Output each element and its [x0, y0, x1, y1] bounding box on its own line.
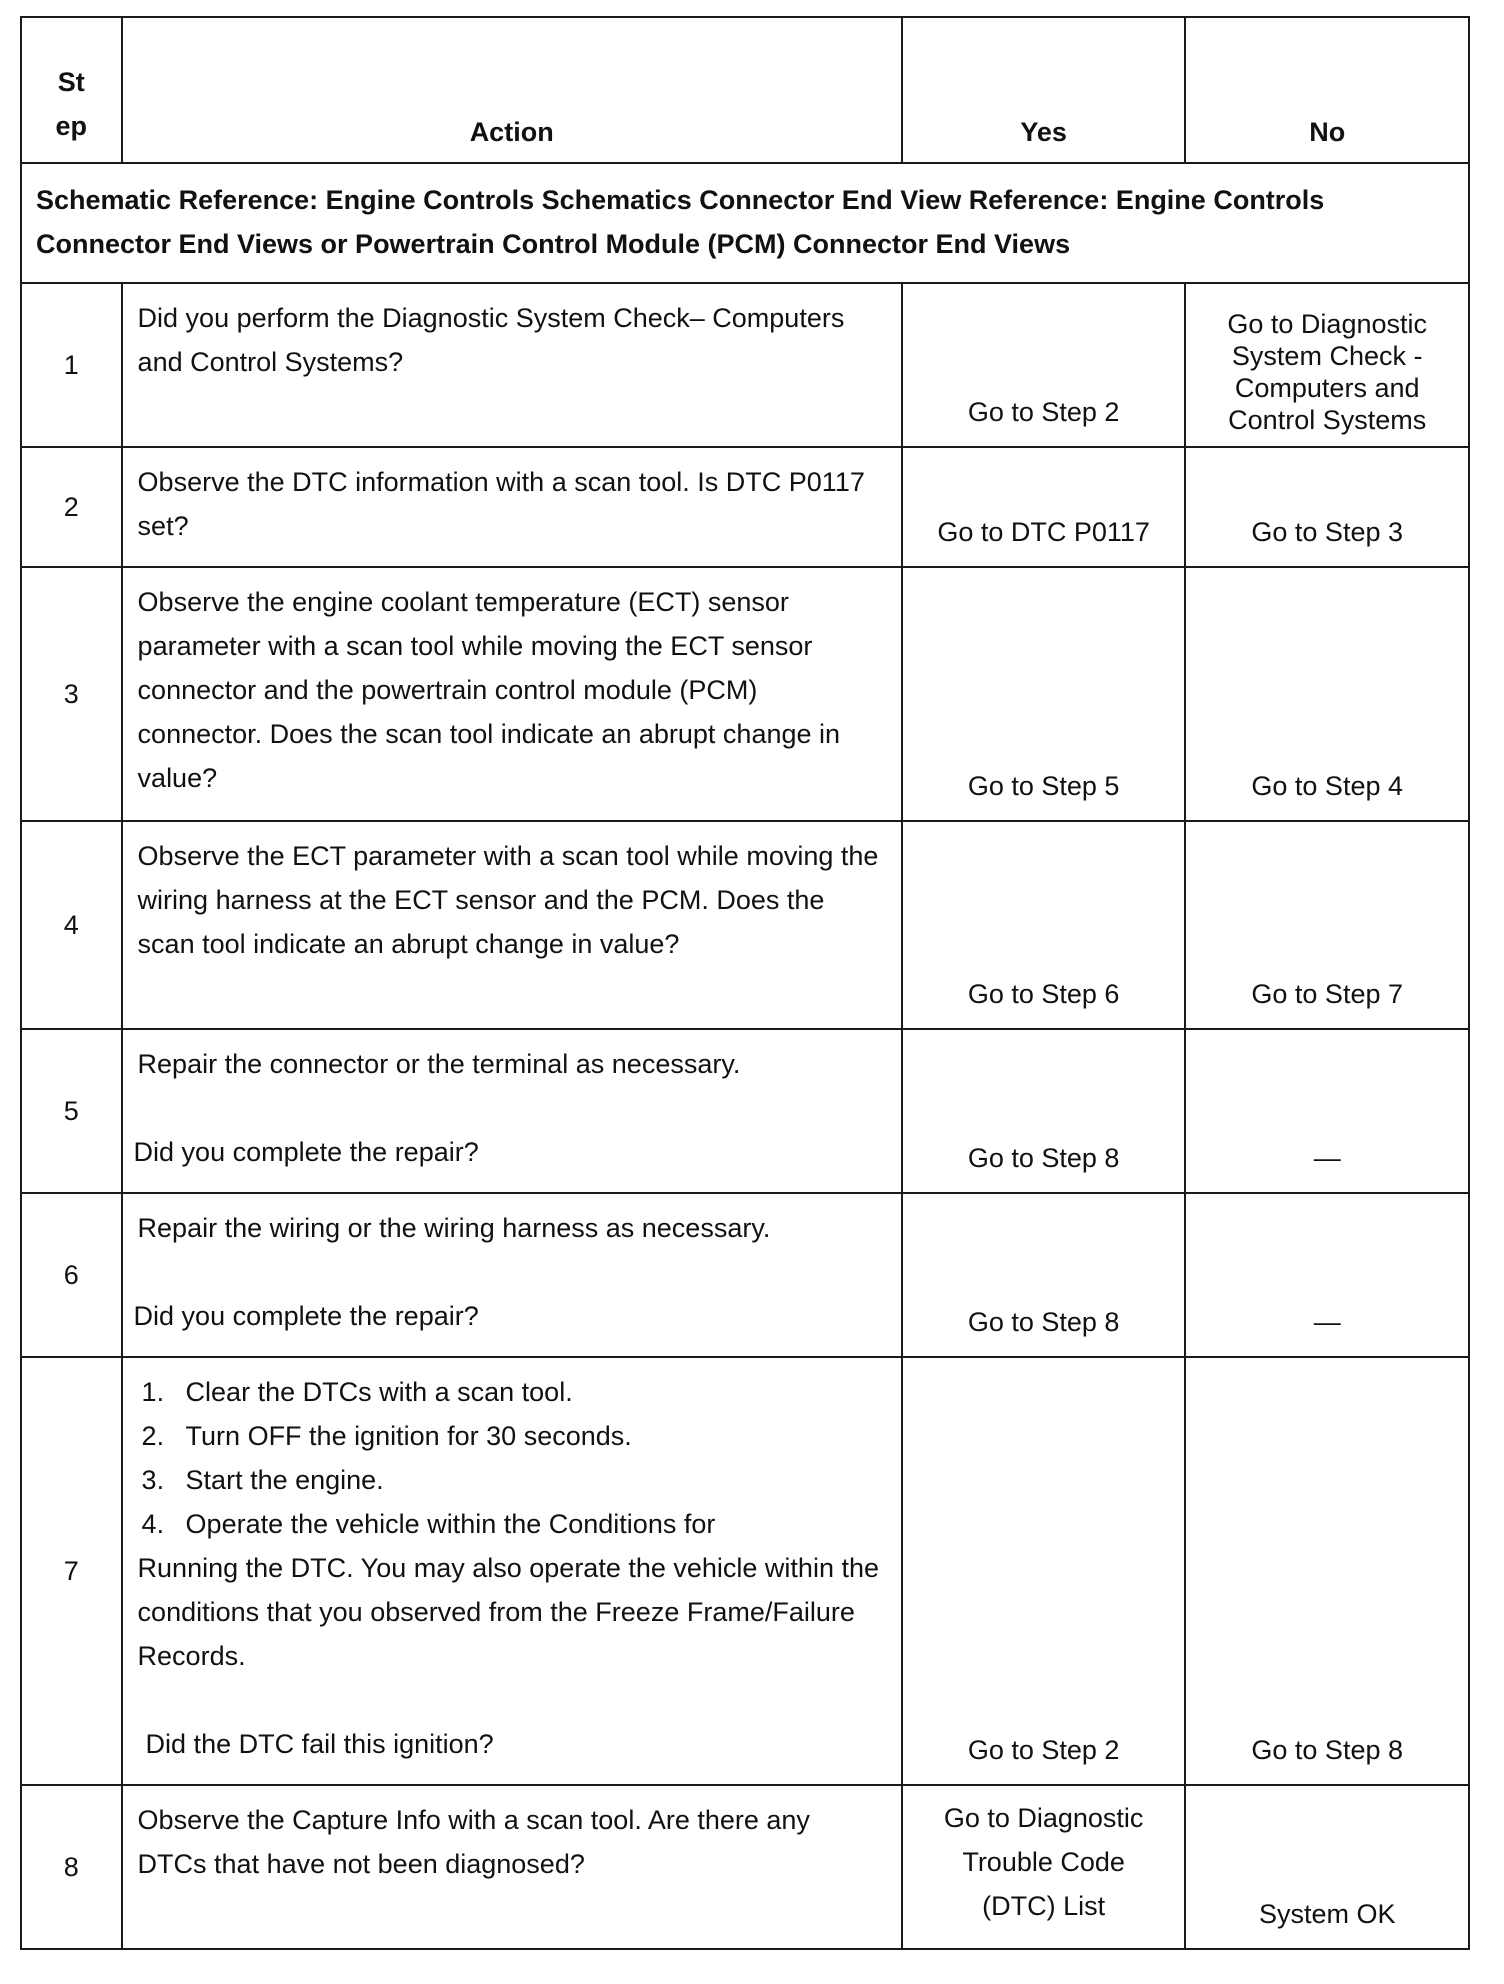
- no-result: System OK: [1185, 1785, 1469, 1949]
- list-item-number: 2.: [141, 1421, 165, 1451]
- list-item: [138, 1458, 885, 1502]
- action-text: Observe the engine coolant temperature (ECT) sensor parameter with a scan tool while moving the ECT sensor connector and the powertrain control module (PCM) connector. Does the scan tool indicate an abrupt change in value?: [122, 567, 902, 821]
- no-result-line: Computers and: [1234, 373, 1420, 403]
- no-result: [1185, 283, 1469, 447]
- no-result-line: Control Systems: [1228, 405, 1427, 435]
- header-row: [21, 17, 1469, 163]
- yes-result: Go to Step 2: [902, 1357, 1186, 1785]
- yes-result: Go to DTC P0117: [902, 447, 1186, 567]
- header-yes: Yes: [902, 17, 1186, 163]
- table-row: [21, 1193, 1469, 1357]
- action-question: Did the DTC fail this ignition?: [145, 1729, 494, 1759]
- action-cell: [122, 1193, 902, 1357]
- action-cell: [122, 1357, 902, 1785]
- header-action: Action: [122, 17, 902, 163]
- yes-result: [902, 1785, 1186, 1949]
- table-row: [21, 1029, 1469, 1193]
- list-item: [138, 1502, 885, 1546]
- schematic-row: [21, 163, 1469, 283]
- table-row: [21, 447, 1469, 567]
- header-no: No: [1185, 17, 1469, 163]
- table-row: [21, 821, 1469, 1029]
- list-item-text: Turn OFF the ignition for 30 seconds.: [185, 1421, 632, 1451]
- step-number: 3: [21, 567, 122, 821]
- yes-result: Go to Step 8: [902, 1029, 1186, 1193]
- header-step-line1: St: [57, 67, 85, 97]
- yes-result-line: Go to Diagnostic: [943, 1803, 1144, 1833]
- list-item-text: Clear the DTCs with a scan tool.: [185, 1377, 573, 1407]
- no-result: —: [1185, 1193, 1469, 1357]
- action-cell: [122, 1029, 902, 1193]
- no-result: Go to Step 3: [1185, 447, 1469, 567]
- action-continuation: Running the DTC. You may also operate the vehicle within the conditions that you observed from the Freeze Frame/Failure Records.: [137, 1553, 879, 1671]
- yes-result-line: Trouble Code: [962, 1847, 1125, 1877]
- list-item-number: 4.: [141, 1509, 165, 1539]
- no-result: Go to Step 4: [1185, 567, 1469, 821]
- action-text: Repair the connector or the terminal as necessary.: [137, 1049, 741, 1079]
- no-result: Go to Step 8: [1185, 1357, 1469, 1785]
- header-step: [21, 17, 122, 163]
- yes-result: Go to Step 2: [902, 283, 1186, 447]
- list-item-number: 1.: [141, 1377, 165, 1407]
- step-number: 8: [21, 1785, 122, 1949]
- list-item-number: 3.: [141, 1465, 165, 1495]
- yes-result: Go to Step 6: [902, 821, 1186, 1029]
- list-item: [138, 1414, 885, 1458]
- table-row: [21, 283, 1469, 447]
- list-item-text: Operate the vehicle within the Conditions for: [185, 1509, 716, 1539]
- action-question: Did you complete the repair?: [133, 1301, 479, 1331]
- list-item: [138, 1370, 885, 1414]
- no-result: —: [1185, 1029, 1469, 1193]
- table-row: [21, 1357, 1469, 1785]
- yes-result-line: (DTC) List: [982, 1891, 1106, 1921]
- action-text: Observe the DTC information with a scan tool. Is DTC P0117 set?: [122, 447, 902, 567]
- step-number: 6: [21, 1193, 122, 1357]
- no-result-line: Go to Diagnostic: [1227, 309, 1427, 339]
- schematic-reference: Schematic Reference: Engine Controls Schematics Connector End View Reference: Engine Controls Connector End Views or Powertrain Control Module (PCM) Connector End Views: [21, 163, 1469, 283]
- action-text: Observe the ECT parameter with a scan tool while moving the wiring harness at the ECT sensor and the PCM. Does the scan tool indicate an abrupt change in value?: [122, 821, 902, 1029]
- step-number: 4: [21, 821, 122, 1029]
- step-number: 2: [21, 447, 122, 567]
- step-number: 7: [21, 1357, 122, 1785]
- no-result: Go to Step 7: [1185, 821, 1469, 1029]
- action-text: Did you perform the Diagnostic System Check– Computers and Control Systems?: [122, 283, 902, 447]
- action-text: Repair the wiring or the wiring harness as necessary.: [137, 1213, 771, 1243]
- diagnostic-table: [20, 16, 1470, 1950]
- action-text: Observe the Capture Info with a scan tool. Are there any DTCs that have not been diagnosed?: [122, 1785, 902, 1949]
- list-item-text: Start the engine.: [185, 1465, 384, 1495]
- table-row: [21, 1785, 1469, 1949]
- yes-result: Go to Step 5: [902, 567, 1186, 821]
- no-result-line: System Check -: [1231, 341, 1423, 371]
- header-step-line2: ep: [55, 111, 88, 141]
- procedure-list: [138, 1370, 885, 1546]
- table-row: [21, 567, 1469, 821]
- step-number: 1: [21, 283, 122, 447]
- yes-result: Go to Step 8: [902, 1193, 1186, 1357]
- step-number: 5: [21, 1029, 122, 1193]
- action-question: Did you complete the repair?: [133, 1137, 479, 1167]
